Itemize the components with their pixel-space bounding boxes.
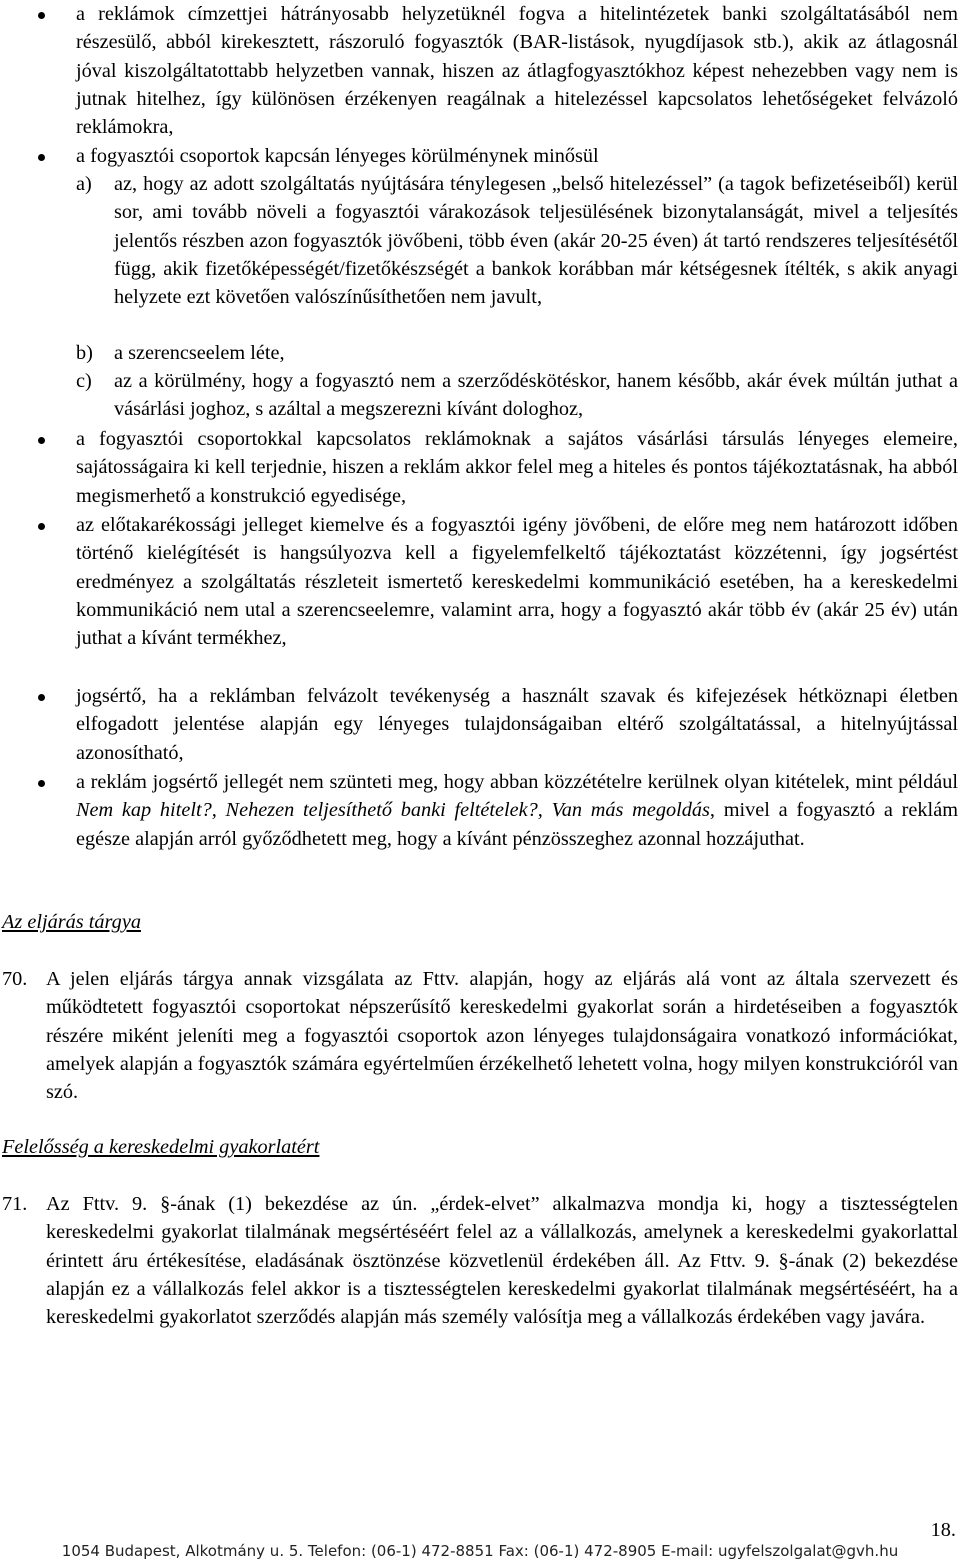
bullet-text: a reklámok címzettjei hátrányosabb helyzetüknél fogva a hitelintézetek banki szolgáltatásából nem részesülő, abból kirekesztett, rászoruló fogyasztók (BAR-listások, nyugdíjasok stb.), akik az átlagosnál jóval kiszolgáltatottabb helyzetben vannak, hiszen az átlagfogyasztókhoz képest nehezebben vagy nem is jutnak hitelhez, így különösen érzékenyen reagálnak a hitelezéssel kapcsolatos lehetőségeket felvázoló reklámokra, (76, 3, 958, 139)
sub-item-label: a) (76, 173, 92, 195)
sub-item (0, 367, 958, 424)
bullet-dot-icon (38, 154, 45, 161)
bullet-item (0, 768, 958, 853)
bullet-item (0, 425, 958, 510)
bullet-dot-icon (38, 12, 45, 19)
section-heading: Felelősség a kereskedelmi gyakorlatért (2, 1136, 320, 1158)
bullet-text-italic: Nem kap hitelt?, Nehezen teljesíthető banki feltételek?, Van más megoldás (76, 799, 710, 822)
bullet-dot-icon (38, 694, 45, 701)
page-footer: 1054 Budapest, Alkotmány u. 5. Telefon: (06-1) 472-8851 Fax: (06-1) 472-8905 E-mail: ugyfelszolgalat@gvh.hu (61, 1542, 899, 1560)
bullet-text: a fogyasztói csoportok kapcsán lényeges körülménynek minősül (76, 145, 599, 167)
sub-item (0, 170, 958, 311)
sub-item-text: az a körülmény, hogy a fogyasztó nem a szerződéskötéskor, hanem később, akár évek múltán juthat a vásárlási joghoz, s azáltal a megszerezni kívánt dologhoz, (114, 370, 958, 421)
section-heading: Az eljárás tárgya (2, 911, 141, 933)
numbered-paragraph (0, 965, 958, 1106)
paragraph-number: 70. (2, 968, 28, 990)
bullet-item (0, 511, 958, 652)
page-number: 18. (930, 1519, 956, 1541)
bullet-text-plain: , mivel a fogyasztó a reklám egésze alapján arról győződhetett meg, hogy a kívánt pénzösszeghez azonnal hozzájuthat. (76, 799, 958, 850)
sub-item-text: a szerencseelem léte, (114, 342, 285, 364)
bullet-text: az előtakarékossági jelleget kiemelve és a fogyasztói igény jövőbeni, de előre meg nem határozott időben történő kielégítését is hangsúlyozva kell a figyelemfelkeltő tájékoztatást közzétenni, így jogsértést eredményez a szolgáltatás részleteit ismertető kereskedelmi kommunikáció esetében, ha a kereskedelmi kommunikáció nem utal a szerencseelemre, valamint arra, hogy a fogyasztó akár több év (akár 25 év) után juthat a kívánt termékhez, (76, 514, 958, 650)
bullet-item (0, 0, 958, 141)
bullet-text: jogsértő, ha a reklámban felvázolt tevékenység a használt szavak és kifejezések hétköznapi életben elfogadott jelentése alapján egy lényeges tulajdonságaiban eltérő szolgáltatással, a hitelnyújtással azonosítható, (76, 685, 958, 764)
bullet-dot-icon (38, 523, 45, 530)
bullet-item (0, 682, 958, 767)
sub-item (0, 339, 958, 367)
bullet-item (0, 142, 958, 170)
bullet-dot-icon (38, 437, 45, 444)
paragraph-number: 71. (2, 1193, 28, 1215)
bullet-text-plain: a reklám jogsértő jellegét nem szünteti meg, hogy abban közzétételre kerülnek olyan kitételek, mint például (76, 771, 958, 793)
paragraph-text: Az Fttv. 9. §-ának (1) bekezdése az ún. „érdek-elvet” alkalmazva mondja ki, hogy a tisztességtelen kereskedelmi gyakorlat tilalmának megsértéséért felel az a vállalkozás, amelynek a kereskedelmi gyakorlattal érintett áru értékesítése, eladásának ösztönzése közvetlenül érdekében áll. Az Fttv. 9. §-ának (2) bekezdése alapján ez a vállalkozás felel akkor is a tisztességtelen kereskedelmi gyakorlat tilalmának megsértéséért, ha a kereskedelmi gyakorlatot szerződés alapján más személy valósítja meg a vállalkozás érdekében vagy javára. (46, 1193, 958, 1329)
bullet-text (76, 768, 958, 853)
sub-item-text: az, hogy az adott szolgáltatás nyújtására ténylegesen „belső hitelezéssel” (a tagok befizetéseiből) kerül sor, ami tovább növeli a fogyasztói várakozások teljesülésének bizonytalanságát, mivel a teljesítés jelentős részben azon fogyasztók jövőbeni, több éven (akár 20-25 éven) át tartó rendszeres teljesítésétől függ, akik fizetőképességét/fizetőkészségét a bankok korábban már kétségesnek ítélték, s akik anyagi helyzete ezt követően valószínűsíthetően nem javult, (114, 173, 958, 309)
sub-item-label: b) (76, 342, 93, 364)
bullet-dot-icon (38, 780, 45, 787)
paragraph-text: A jelen eljárás tárgya annak vizsgálata az Fttv. alapján, hogy az eljárás alá vont az általa szervezett és működtetett fogyasztói csoportokat népszerűsítő kereskedelmi gyakorlat során a hirdetéseiben a fogyasztók részére miként jeleníti meg a fogyasztói csoportok azon lényeges tulajdonságaira vonatkozó információkat, amelyek alapján a fogyasztók számára egyértelműen érzékelhető lehetett volna, hogy milyen konstrukcióról van szó. (46, 968, 958, 1104)
bullet-text: a fogyasztói csoportokkal kapcsolatos reklámoknak a sajátos vásárlási társulás lényeges elemeire, sajátosságaira ki kell terjednie, hiszen a reklám akkor felel meg a hiteles és pontos tájékoztatásnak, ha abból megismerhető a konstrukció egyedisége, (76, 428, 958, 507)
numbered-paragraph (0, 1190, 958, 1331)
sub-item-label: c) (76, 370, 92, 392)
